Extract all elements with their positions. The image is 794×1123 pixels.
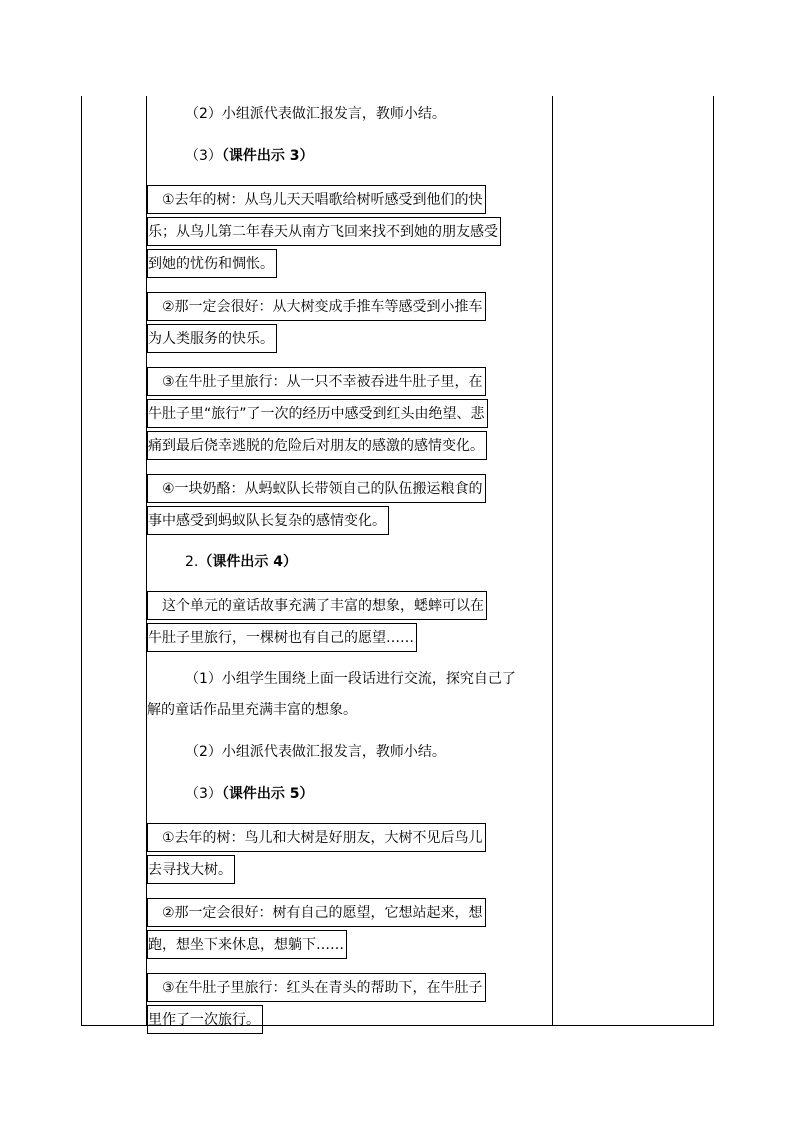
paragraph-report: （2）小组派代表做汇报发言，教师小结。 (185, 106, 446, 122)
boxed-paragraph-cow (147, 365, 552, 461)
courseware-label: （课件出示 5） (221, 786, 314, 802)
boxed-paragraph-cow-2 (147, 971, 552, 1035)
boxed-line: 事中感受到蚂蚁队长复杂的感情变化。 (147, 506, 389, 535)
boxed-line: ②那一定会很好：从大树变成手推车等感受到小推车 (147, 292, 486, 321)
boxed-paragraph-tree (147, 183, 552, 279)
boxed-paragraph-tree-2 (147, 821, 552, 885)
boxed-line: ②那一定会很好：树有自己的愿望，它想站起来，想 (147, 898, 486, 927)
boxed-line: 里作了一次旅行。 (147, 1005, 263, 1034)
paragraph-courseware-4 (147, 547, 552, 578)
boxed-line: ①去年的树：从鸟儿天天唱歌给树听感受到他们的快 (147, 185, 486, 214)
lesson-content (147, 96, 552, 1035)
table-border-left (81, 96, 82, 1026)
boxed-line: 跑，想坐下来休息，想躺下…… (147, 930, 347, 959)
courseware-label: （课件出示 4） (198, 554, 297, 570)
boxed-paragraph-cart (147, 290, 552, 354)
paragraph-report-2: （2）小组派代表做汇报发言，教师小结。 (185, 744, 446, 760)
boxed-paragraph-unit-summary (147, 589, 552, 653)
table-border-right (713, 96, 714, 1026)
boxed-line: 痛到最后侥幸逃脱的危险后对朋友的感激的感情变化。 (147, 431, 487, 460)
item-number: （3） (185, 148, 222, 164)
boxed-line: ①去年的树：鸟儿和大树是好朋友，大树不见后鸟儿 (147, 823, 486, 852)
boxed-line: ③在牛肚子里旅行：从一只不幸被吞进牛肚子里，在 (147, 367, 486, 396)
boxed-line: 到她的忧伤和惆怅。 (147, 249, 277, 278)
boxed-paragraph-wish (147, 896, 552, 960)
paragraph-courseware-3 (147, 141, 552, 172)
paragraph-discussion (147, 664, 552, 726)
courseware-label: （课件出示 3） (221, 148, 314, 164)
text-line: 解的童话作品里充满丰富的想象。 (147, 702, 357, 718)
item-number: （3） (185, 786, 222, 802)
boxed-paragraph-cheese (147, 472, 552, 536)
boxed-line: 乐；从鸟儿第二年春天从南方飞回来找不到她的朋友感受 (147, 217, 501, 246)
boxed-line: 为人类服务的快乐。 (147, 324, 277, 353)
boxed-line: 牛肚子里“旅行”了一次的经历中感受到红头由绝望、悲 (147, 399, 488, 428)
item-number: 2. (185, 554, 199, 570)
boxed-line: ③在牛肚子里旅行：红头在青头的帮助下，在牛肚子 (147, 973, 486, 1002)
boxed-line: 这个单元的童话故事充满了丰富的想象，蟋蟀可以在 (147, 591, 487, 620)
table-column-divider-2 (552, 96, 553, 1026)
text-line: （1）小组学生围绕上面一段话进行交流，探究自己了 (185, 671, 516, 687)
boxed-line: ④一块奶酪：从蚂蚁队长带领自己的队伍搬运粮食的 (147, 474, 486, 503)
paragraph-courseware-5 (147, 779, 552, 810)
boxed-line: 去寻找大树。 (147, 855, 235, 884)
boxed-line: 牛肚子里旅行，一棵树也有自己的愿望…… (147, 623, 417, 652)
